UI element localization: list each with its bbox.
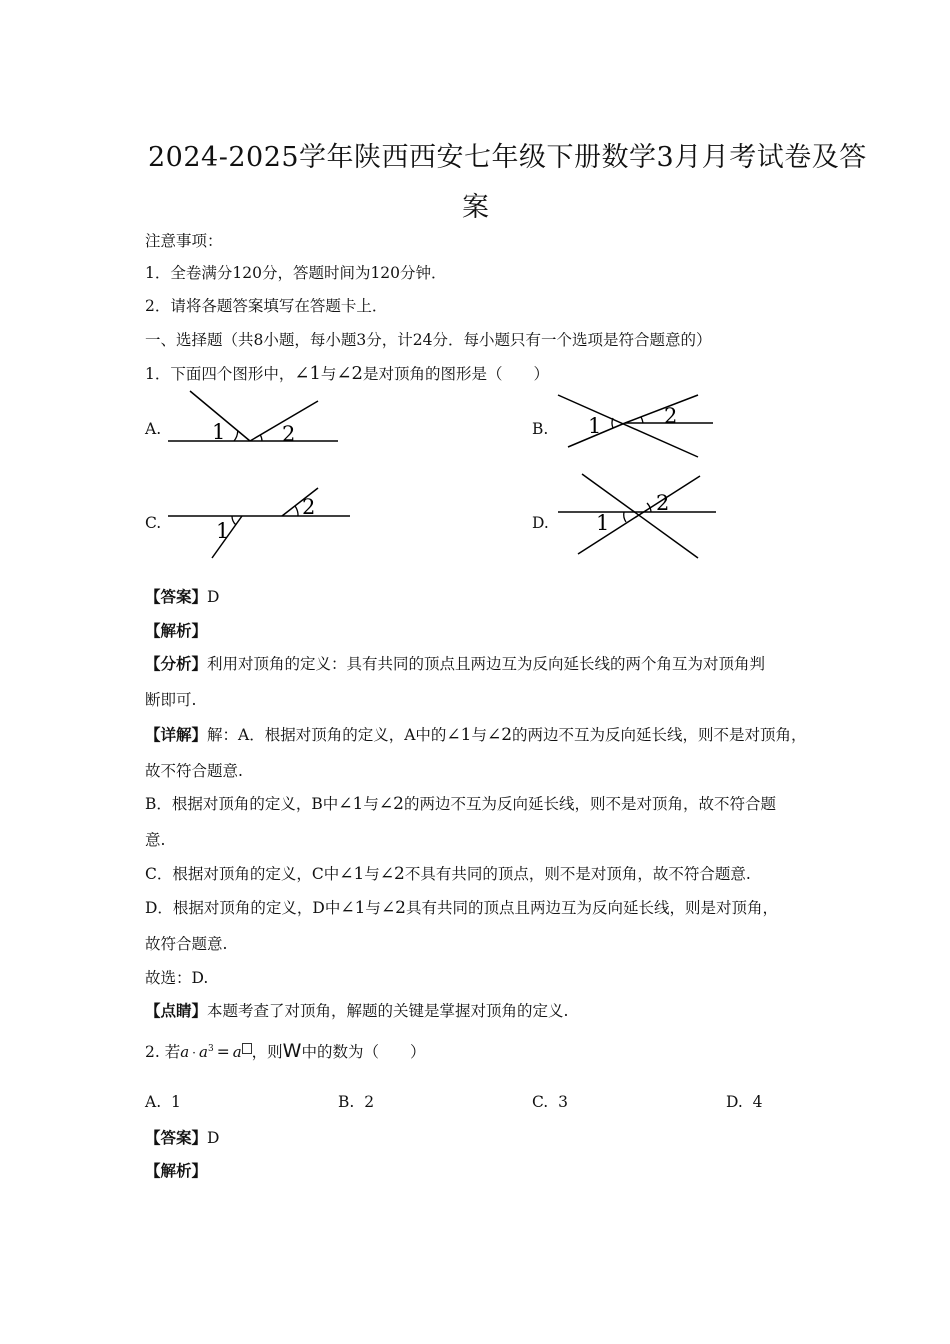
fig-b-arc-2 xyxy=(641,417,643,423)
xj-a-angle2: ∠2 xyxy=(486,725,513,745)
xj-a-pre: 解：A．根据对顶角的定义，A中的 xyxy=(207,726,447,744)
q1-xiangjie-a xyxy=(145,723,807,745)
question-1-stem xyxy=(145,362,549,384)
fenxi-text: 利用对顶角的定义：具有共同的顶点且两边互为反向延长线的两个角互为对顶角判 xyxy=(207,655,766,673)
q2-equals: = xyxy=(216,1043,230,1061)
xiangjie-bracket: 【详解】 xyxy=(145,725,208,744)
fenxi-bracket: 【分析】 xyxy=(145,654,208,673)
xj-a-post: 的两边不互为反向延长线，则不是对顶角， xyxy=(512,726,807,744)
xj-d-pre: D．根据对顶角的定义，D中 xyxy=(145,899,341,917)
notice-item-2: 2．请将各题答案填写在答题卡上． xyxy=(145,297,388,315)
q2-dot: · xyxy=(192,1046,196,1060)
fig-d-arc-1 xyxy=(624,512,626,522)
xj-a-angle1: ∠1 xyxy=(446,725,472,745)
fig-b-ray-up xyxy=(625,395,698,423)
q1-and: 与 xyxy=(320,365,337,383)
q2-option-c xyxy=(532,1093,568,1111)
q1-figure-c xyxy=(160,478,360,563)
q1-analysis-heading: 【解析】 xyxy=(145,621,208,640)
q1-option-d-label: D. xyxy=(532,514,549,532)
q2-opt-d-label: D. xyxy=(726,1093,743,1111)
xj-b-post: 的两边不互为反向延长线，则不是对顶角，故不符合题 xyxy=(403,795,776,813)
q2-base3: a xyxy=(232,1043,242,1061)
fig-c-arc-2 xyxy=(295,506,298,516)
xj-b-angle1: ∠1 xyxy=(338,794,364,814)
xj-d-angle1: ∠1 xyxy=(340,898,366,918)
q2-answer-value: D xyxy=(207,1129,220,1147)
q1-xiangjie-b xyxy=(145,792,776,814)
q1-angle-1: ∠1 xyxy=(294,363,321,384)
q1-angle-2: ∠2 xyxy=(336,363,363,384)
fig-d-arc-2 xyxy=(647,503,651,512)
q1-fenxi xyxy=(145,652,765,674)
q1-xiangjie-b-line2: 意. xyxy=(145,831,166,849)
q1-xiangjie-c xyxy=(145,862,751,884)
fig-b-label-2: 2 xyxy=(664,404,678,428)
xj-d-post: 具有共同的顶点且两边互为反向延长线，则是对顶角， xyxy=(406,899,779,917)
q2-suffix: 中的数为（ ） xyxy=(301,1043,426,1061)
fig-a-arc-2 xyxy=(260,435,262,441)
fig-a-label-2: 2 xyxy=(282,422,296,446)
notice-item-1: 1．全卷满分120分，答题时间为120分钟． xyxy=(145,264,447,282)
xj-b-angle2: ∠2 xyxy=(378,794,404,814)
fig-a-label-1: 1 xyxy=(212,420,226,444)
dianjing-bracket: 【点睛】 xyxy=(145,1001,208,1020)
q1-figure-b xyxy=(550,385,750,465)
xj-c-angle2: ∠2 xyxy=(379,864,405,884)
fig-a-arc-1 xyxy=(234,431,238,441)
xj-c-mid: 与 xyxy=(364,865,380,883)
q2-option-d xyxy=(726,1093,763,1111)
q1-xiangjie-d xyxy=(145,896,778,918)
xj-d-mid: 与 xyxy=(365,899,381,917)
xj-b-pre: B．根据对顶角的定义，B中 xyxy=(145,795,339,813)
q1-xiangjie-d-line2: 故符合题意. xyxy=(145,935,228,953)
fig-d-label-1: 1 xyxy=(596,511,610,535)
q2-prefix: 2. 若 xyxy=(145,1043,181,1061)
q1-option-b-label: B. xyxy=(532,420,549,438)
q2-option-b xyxy=(338,1093,374,1111)
q1-figure-a xyxy=(160,385,360,455)
q2-opt-c-value: 3 xyxy=(558,1093,568,1111)
q1-prefix: 1．下面四个图形中， xyxy=(145,365,295,383)
notice-heading: 注意事项： xyxy=(145,232,223,250)
q1-option-c-label: C. xyxy=(145,514,162,532)
fig-b-label-1: 1 xyxy=(588,414,602,438)
xj-d-angle2: ∠2 xyxy=(380,898,406,918)
q2-blank-box xyxy=(242,1043,252,1054)
answer-value: D xyxy=(207,588,220,606)
fig-c-label-1: 1 xyxy=(216,519,230,543)
q2-base2: a xyxy=(199,1043,208,1061)
q2-base1: a xyxy=(180,1043,190,1061)
q1-figure-d xyxy=(550,470,750,565)
q2-answer xyxy=(145,1126,219,1148)
section-heading: 一、选择题（共8小题，每小题3分，计24分．每小题只有一个选项是符合题意的） xyxy=(145,331,712,349)
q2-symbol: W xyxy=(282,1040,302,1062)
q2-answer-bracket: 【答案】 xyxy=(145,1128,208,1147)
q1-option-a-label: A. xyxy=(145,420,162,438)
q2-opt-b-label: B. xyxy=(338,1093,355,1111)
q2-option-a xyxy=(145,1093,181,1111)
fig-c-arc-1 xyxy=(232,516,236,525)
xj-c-post: 不具有共同的顶点，则不是对顶角，故不符合题意. xyxy=(404,865,751,883)
answer-bracket: 【答案】 xyxy=(145,587,208,606)
q1-guxuan: 故选：D. xyxy=(145,969,209,987)
xj-c-angle1: ∠1 xyxy=(339,864,365,884)
xj-b-mid: 与 xyxy=(363,795,379,813)
q2-opt-b-value: 2 xyxy=(364,1093,375,1111)
dianjing-text: 本题考查了对顶角，解题的关键是掌握对顶角的定义. xyxy=(207,1002,569,1020)
fig-d-label-2: 2 xyxy=(656,491,670,515)
fig-b-arc-1 xyxy=(612,418,613,428)
xj-a-mid: 与 xyxy=(471,726,487,744)
q2-exponent: 3 xyxy=(207,1043,214,1054)
fig-c-label-2: 2 xyxy=(302,495,316,519)
q1-xiangjie-a-line2: 故不符合题意. xyxy=(145,762,243,780)
q2-opt-a-value: 1 xyxy=(170,1093,181,1111)
q2-opt-d-value: 4 xyxy=(752,1093,763,1111)
page-title: 2024-2025学年陕西西安七年级下册数学3月月考试卷及答 xyxy=(148,142,867,173)
q1-suffix: 是对顶角的图形是（ ） xyxy=(362,365,549,383)
page-title-continued: 案 xyxy=(462,192,490,223)
q1-fenxi-line2: 断即可. xyxy=(145,691,197,709)
q1-answer xyxy=(145,585,219,607)
q2-comma: ，则 xyxy=(251,1043,283,1061)
q2-opt-a-label: A. xyxy=(145,1093,162,1111)
xj-c-pre: C．根据对顶角的定义，C中 xyxy=(145,865,340,883)
q1-dianjing xyxy=(145,999,568,1021)
question-2-stem xyxy=(145,1040,425,1062)
q2-analysis-heading: 【解析】 xyxy=(145,1161,208,1180)
q2-opt-c-label: C. xyxy=(532,1093,549,1111)
